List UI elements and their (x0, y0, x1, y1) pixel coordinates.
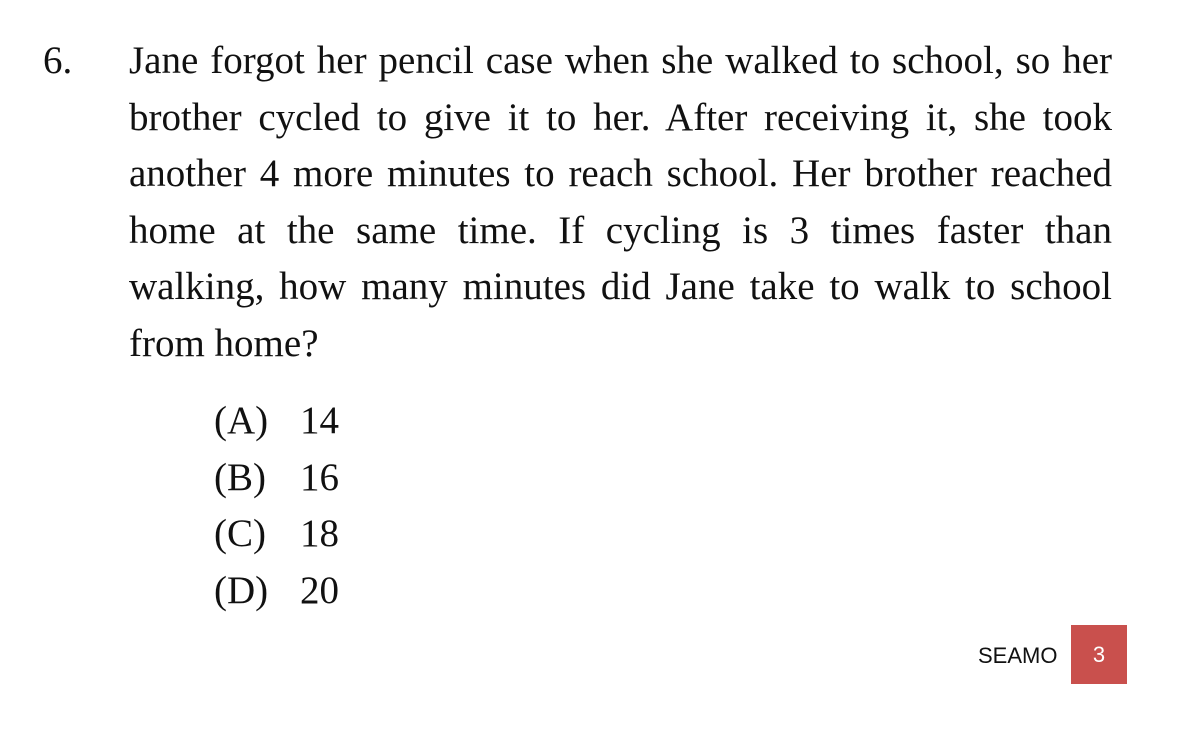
option-value: 16 (300, 455, 339, 499)
option-a (214, 393, 339, 450)
option-b (214, 450, 339, 507)
option-letter: (C) (214, 512, 266, 555)
answer-options (214, 393, 339, 619)
question-text: Jane forgot her pencil case when she walked to school, so her brother cycled to give it to her. After receiving it, she took another 4 more minutes to reach school. Her brother reached home at the same time. If cycling is 3 times faster than walking, how many minutes did Jane take to walk to school from home? (129, 39, 1112, 365)
option-letter: (D) (214, 568, 269, 612)
option-d (214, 563, 339, 620)
option-value: 14 (300, 399, 339, 442)
option-value: 18 (300, 512, 339, 555)
option-c (214, 506, 339, 563)
option-value: 20 (300, 568, 339, 612)
footer-label: SEAMO (978, 643, 1058, 668)
option-letter: (B) (214, 455, 266, 499)
page-number-badge: 3 (1071, 625, 1127, 684)
question-number: 6. (43, 39, 73, 82)
option-letter: (A) (214, 399, 269, 442)
